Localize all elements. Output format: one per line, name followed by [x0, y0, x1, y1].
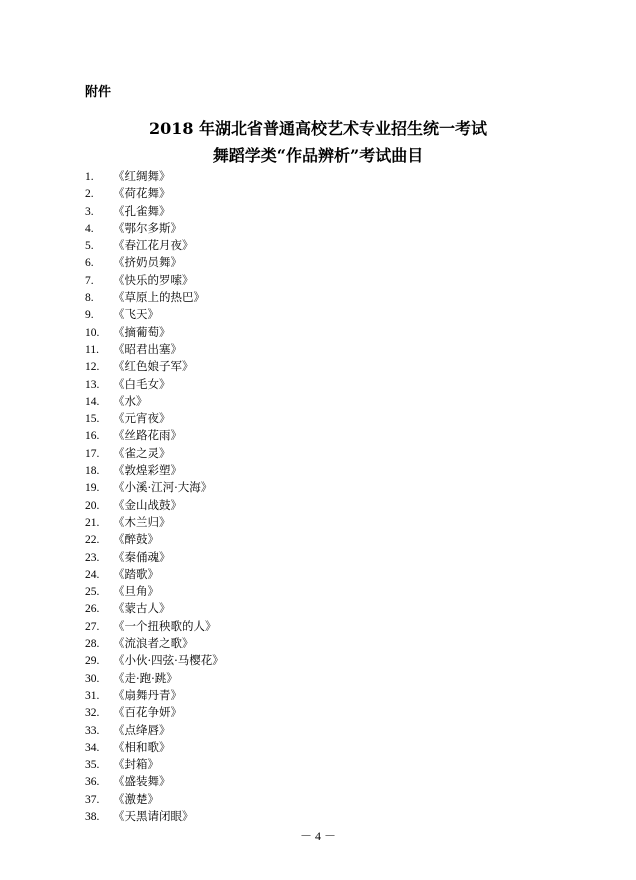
- list-item: [85, 376, 224, 393]
- list-item: [85, 739, 224, 756]
- list-item-number: 3.: [85, 205, 94, 218]
- list-item-title: 《激楚》: [113, 791, 159, 806]
- list-item-title: 《流浪者之歌》: [113, 636, 194, 651]
- list-item-number: 19.: [85, 482, 100, 495]
- list-item-title: 《雀之灵》: [113, 445, 171, 460]
- list-item-number: 26.: [85, 603, 100, 616]
- list-item-title: 《小伙·四弦·马樱花》: [113, 653, 224, 668]
- list-item: [85, 497, 224, 514]
- list-item-title: 《踏歌》: [113, 566, 159, 581]
- list-item-title: 《飞天》: [113, 307, 159, 322]
- list-item-number: 32.: [85, 707, 100, 720]
- list-item-title: 《百花争妍》: [113, 705, 182, 720]
- list-item: [85, 600, 224, 617]
- list-item-title: 《丝路花雨》: [113, 428, 182, 443]
- list-item-number: 13.: [85, 378, 100, 391]
- list-item-number: 21.: [85, 516, 100, 529]
- list-item-number: 31.: [85, 689, 100, 702]
- list-item-number: 24.: [85, 568, 100, 581]
- list-item-number: 30.: [85, 672, 100, 685]
- list-item: [85, 722, 224, 739]
- document-title-line1: 2018 年湖北省普通高校艺术专业招生统一考试: [148, 119, 488, 138]
- list-item-title: 《荷花舞》: [113, 186, 171, 201]
- list-item: [85, 756, 224, 773]
- list-item-number: 18.: [85, 465, 100, 478]
- list-item: [85, 479, 224, 496]
- list-item-title: 《敦煌彩塑》: [113, 463, 182, 478]
- list-item: [85, 808, 224, 825]
- list-item: [85, 237, 224, 254]
- list-item-number: 4.: [85, 222, 94, 235]
- list-item: [85, 566, 224, 583]
- list-item-title: 《木兰归》: [113, 514, 171, 529]
- list-item: [85, 687, 224, 704]
- list-item: [85, 704, 224, 721]
- document-title-line2: 舞蹈学类“作品辨析”考试曲目: [212, 146, 424, 165]
- list-item-title: 《红绸舞》: [113, 169, 171, 183]
- page-number: － 4 －: [299, 829, 336, 843]
- list-item: [85, 791, 224, 808]
- list-item: [85, 462, 224, 479]
- list-item: [85, 289, 224, 306]
- list-item: [85, 272, 224, 289]
- list-item: [85, 670, 224, 687]
- list-item-number: 1.: [85, 171, 94, 183]
- list-item: [85, 254, 224, 271]
- list-item-number: 16.: [85, 430, 100, 443]
- list-item-number: 6.: [85, 257, 94, 270]
- list-item-title: 《孔雀舞》: [113, 203, 171, 218]
- list-item-number: 34.: [85, 741, 100, 754]
- list-item-title: 《春江花月夜》: [113, 238, 194, 253]
- list-item: [85, 549, 224, 566]
- list-item-title: 《封箱》: [113, 757, 159, 772]
- list-item: [85, 427, 224, 444]
- list-item-title: 《走·跑·跳》: [113, 670, 178, 685]
- list-item-title: 《相和歌》: [113, 739, 171, 754]
- list-item-title: 《蒙古人》: [113, 601, 171, 616]
- list-item: [85, 635, 224, 652]
- list-item-title: 《快乐的罗嗦》: [113, 272, 194, 287]
- list-item-number: 22.: [85, 534, 100, 547]
- list-item: [85, 583, 224, 600]
- list-item-title: 《元宵夜》: [113, 411, 171, 426]
- list-item: [85, 341, 224, 358]
- list-item-title: 《鄂尔多斯》: [113, 220, 182, 235]
- list-item-title: 《昭君出塞》: [113, 341, 182, 356]
- list-item-number: 37.: [85, 793, 100, 806]
- repertoire-list: [85, 168, 224, 825]
- list-item-title: 《秦俑魂》: [113, 549, 171, 564]
- list-item-number: 11.: [85, 343, 99, 356]
- list-item-title: 《扇舞丹青》: [113, 687, 182, 702]
- list-item-number: 12.: [85, 361, 100, 374]
- list-item-number: 9.: [85, 309, 94, 322]
- list-item: [85, 220, 224, 237]
- list-item: [85, 514, 224, 531]
- list-item: [85, 445, 224, 462]
- list-item: [85, 652, 224, 669]
- list-item-number: 7.: [85, 274, 94, 287]
- list-item: [85, 168, 224, 185]
- list-item: [85, 358, 224, 375]
- list-item-number: 28.: [85, 638, 100, 651]
- list-item-number: 23.: [85, 551, 100, 564]
- list-item-number: 5.: [85, 240, 94, 253]
- list-item-number: 8.: [85, 292, 94, 305]
- list-item-number: 36.: [85, 776, 100, 789]
- list-item-number: 33.: [85, 724, 100, 737]
- list-item: [85, 773, 224, 790]
- list-item-number: 14.: [85, 395, 100, 408]
- list-item: [85, 324, 224, 341]
- list-item-number: 38.: [85, 810, 100, 823]
- list-item-title: 《一个扭秧歌的人》: [113, 618, 217, 633]
- list-item-number: 20.: [85, 499, 100, 512]
- list-item-title: 《小溪·江河·大海》: [113, 480, 213, 495]
- list-item-title: 《挤奶员舞》: [113, 255, 182, 270]
- list-item-title: 《摘葡萄》: [113, 324, 171, 339]
- list-item: [85, 203, 224, 220]
- list-item-number: 29.: [85, 655, 100, 668]
- list-item-title: 《盛装舞》: [113, 774, 171, 789]
- list-item-number: 25.: [85, 586, 100, 599]
- list-item: [85, 410, 224, 427]
- list-item: [85, 306, 224, 323]
- list-item: [85, 393, 224, 410]
- list-item-title: 《醉鼓》: [113, 532, 159, 547]
- list-item-title: 《天黑请闭眼》: [113, 808, 194, 823]
- list-item: [85, 531, 224, 548]
- list-item-number: 15.: [85, 413, 100, 426]
- list-item-title: 《点绛唇》: [113, 722, 171, 737]
- attachment-label: 附件: [85, 85, 112, 100]
- list-item-title: 《白毛女》: [113, 376, 171, 391]
- list-item-title: 《旦角》: [113, 584, 159, 599]
- list-item: [85, 185, 224, 202]
- list-item-number: 10.: [85, 326, 100, 339]
- list-item: [85, 618, 224, 635]
- list-item-number: 2.: [85, 188, 94, 201]
- list-item-title: 《红色娘子军》: [113, 359, 194, 374]
- list-item-number: 17.: [85, 447, 100, 460]
- list-item-title: 《草原上的热巴》: [113, 290, 205, 305]
- list-item-title: 《金山战鼓》: [113, 497, 182, 512]
- list-item-number: 27.: [85, 620, 100, 633]
- list-item-title: 《水》: [113, 393, 148, 408]
- list-item-number: 35.: [85, 759, 100, 772]
